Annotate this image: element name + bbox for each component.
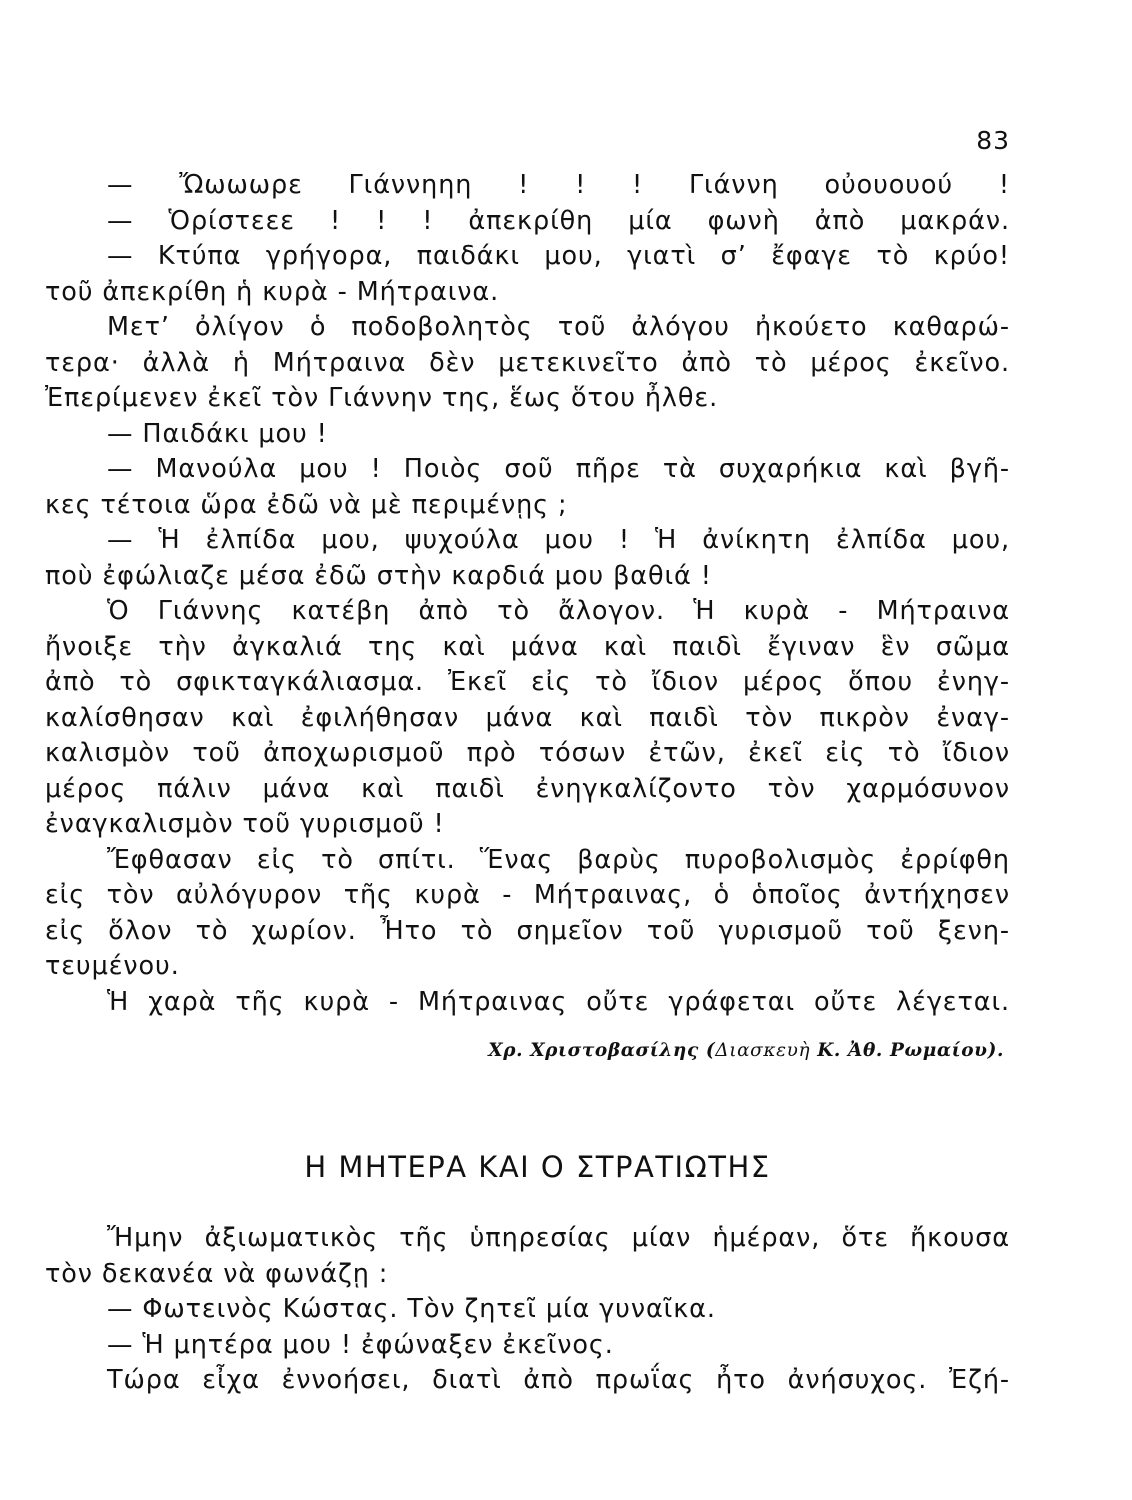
text-line: ἤνοιξε τὴν ἀγκαλιά της καὶ μάνα καὶ παιδὶ ἔγιναν ἓν σῶμα <box>45 631 1010 662</box>
story-body-2 <box>45 1221 1010 1399</box>
text-line: — Ὁρίστεεε ! ! ! ἀπεκρίθη μία φωνὴ ἀπὸ μακράν. <box>107 205 1010 236</box>
text-line: τοῦ ἀπεκρίθη ἡ κυρὰ - Μήτραινα. <box>45 276 500 307</box>
text-line: — Ἡ ἐλπίδα μου, ψυχούλα μου ! Ἡ ἀνίκητη ἐλπίδα μου, <box>107 525 1010 555</box>
text-line: Ἐπερίμενεν ἐκεῖ τὸν Γιάννην της, ἕως ὅτου ἦλθε. <box>45 383 719 413</box>
text-line: Ἤμην ἀξιωματικὸς τῆς ὑπηρεσίας μίαν ἡμέραν, ὅτε ἤκουσα <box>107 1223 1010 1253</box>
text-line: — Ὤωωωρε Γιάννηηη ! ! ! Γιάννη οὐουουού ! <box>107 170 1010 200</box>
section-title: Η ΜΗΤΕΡΑ ΚΑΙ Ο ΣΤΡΑΤΙΩΤΗΣ <box>304 1150 771 1184</box>
text-line: τευμένου. <box>45 951 180 981</box>
text-line: καλισμὸν τοῦ ἀποχωρισμοῦ πρὸ τόσων ἐτῶν, ἐκεῖ εἰς τὸ ἴδιον <box>45 738 1010 768</box>
signature-adapter: Κ. Ἀθ. Ρωμαίου). <box>817 1040 1004 1061</box>
text-line: — Κτύπα γρήγορα, παιδάκι μου, γιατὶ σ’ ἔφαγε τὸ κρύο! <box>107 241 1010 271</box>
text-line: Ἡ χαρὰ τῆς κυρὰ - Μήτραινας οὔτε γράφεται οὔτε λέγεται. <box>107 986 1010 1017</box>
text-line: — Παιδάκι μου ! <box>107 418 328 449</box>
text-line: μέρος πάλιν μάνα καὶ παιδὶ ἐνηγκαλίζοντο τὸν χαρμόσυνον <box>45 773 1010 804</box>
text-line: ποὺ ἐφώλιαζε μέσα ἐδῶ στὴν καρδιά μου βαθιά ! <box>45 560 712 591</box>
text-line: ἀπὸ τὸ σφικταγκάλιασμα. Ἐκεῖ εἰς τὸ ἴδιον μέρος ὅπου ἐνηγ- <box>45 667 1010 697</box>
text-line: τὸν δεκανέα νὰ φωνάζῃ : <box>45 1258 389 1289</box>
page-number: 83 <box>976 126 1010 155</box>
text-line: — Φωτεινὸς Κώστας. Τὸν ζητεῖ μία γυναῖκα. <box>107 1294 716 1324</box>
text-line: — Μανούλα μου ! Ποιὸς σοῦ πῆρε τὰ συχαρήκια καὶ βγῆ- <box>107 454 1010 484</box>
text-line: ἐναγκαλισμὸν τοῦ γυρισμοῦ ! <box>45 809 445 839</box>
text-line: καλίσθησαν καὶ ἐφιλήθησαν μάνα καὶ παιδὶ τὸν πικρὸν ἐναγ- <box>45 702 1010 733</box>
signature-adaptation: Διασκευὴ <box>715 1040 811 1061</box>
text-line: Ἔφθασαν εἰς τὸ σπίτι. Ἕνας βαρὺς πυροβολισμὸς ἐρρίφθη <box>107 844 1010 875</box>
text-line: — Ἡ μητέρα μου ! ἐφώναξεν ἐκεῖνος. <box>107 1329 614 1360</box>
text-line: Τώρα εἶχα ἐννοήσει, διατὶ ἀπὸ πρωΐας ἦτο ἀνήσυχος. Ἐζή- <box>107 1365 1010 1395</box>
story-body <box>45 168 1010 1020</box>
text-line: Μετ’ ὀλίγον ὁ ποδοβολητὸς τοῦ ἀλόγου ἠκούετο καθαρώ- <box>107 312 1010 342</box>
text-line: τερα· ἀλλὰ ἡ Μήτραινα δὲν μετεκινεῖτο ἀπὸ τὸ μέρος ἐκεῖνο. <box>45 347 1010 378</box>
author-signature: Χρ. Χριστοβασίλης (Διασκευὴ Κ. Ἀθ. Ρωμαίου). <box>488 1040 1004 1061</box>
text-line: εἰς ὅλον τὸ χωρίον. Ἦτο τὸ σημεῖον τοῦ γυρισμοῦ τοῦ ξενη- <box>45 915 1010 946</box>
text-line: Ὁ Γιάννης κατέβη ἀπὸ τὸ ἄλογον. Ἡ κυρὰ - Μήτραινα <box>107 596 1010 626</box>
text-line: εἰς τὸν αὐλόγυρον τῆς κυρὰ - Μήτραινας, ὁ ὁποῖος ἀντήχησεν <box>45 880 1010 910</box>
text-line: κες τέτοια ὥρα ἐδῶ νὰ μὲ περιμένῃς ; <box>45 489 568 520</box>
signature-author: Χρ. Χριστοβασίλης <box>488 1040 699 1061</box>
